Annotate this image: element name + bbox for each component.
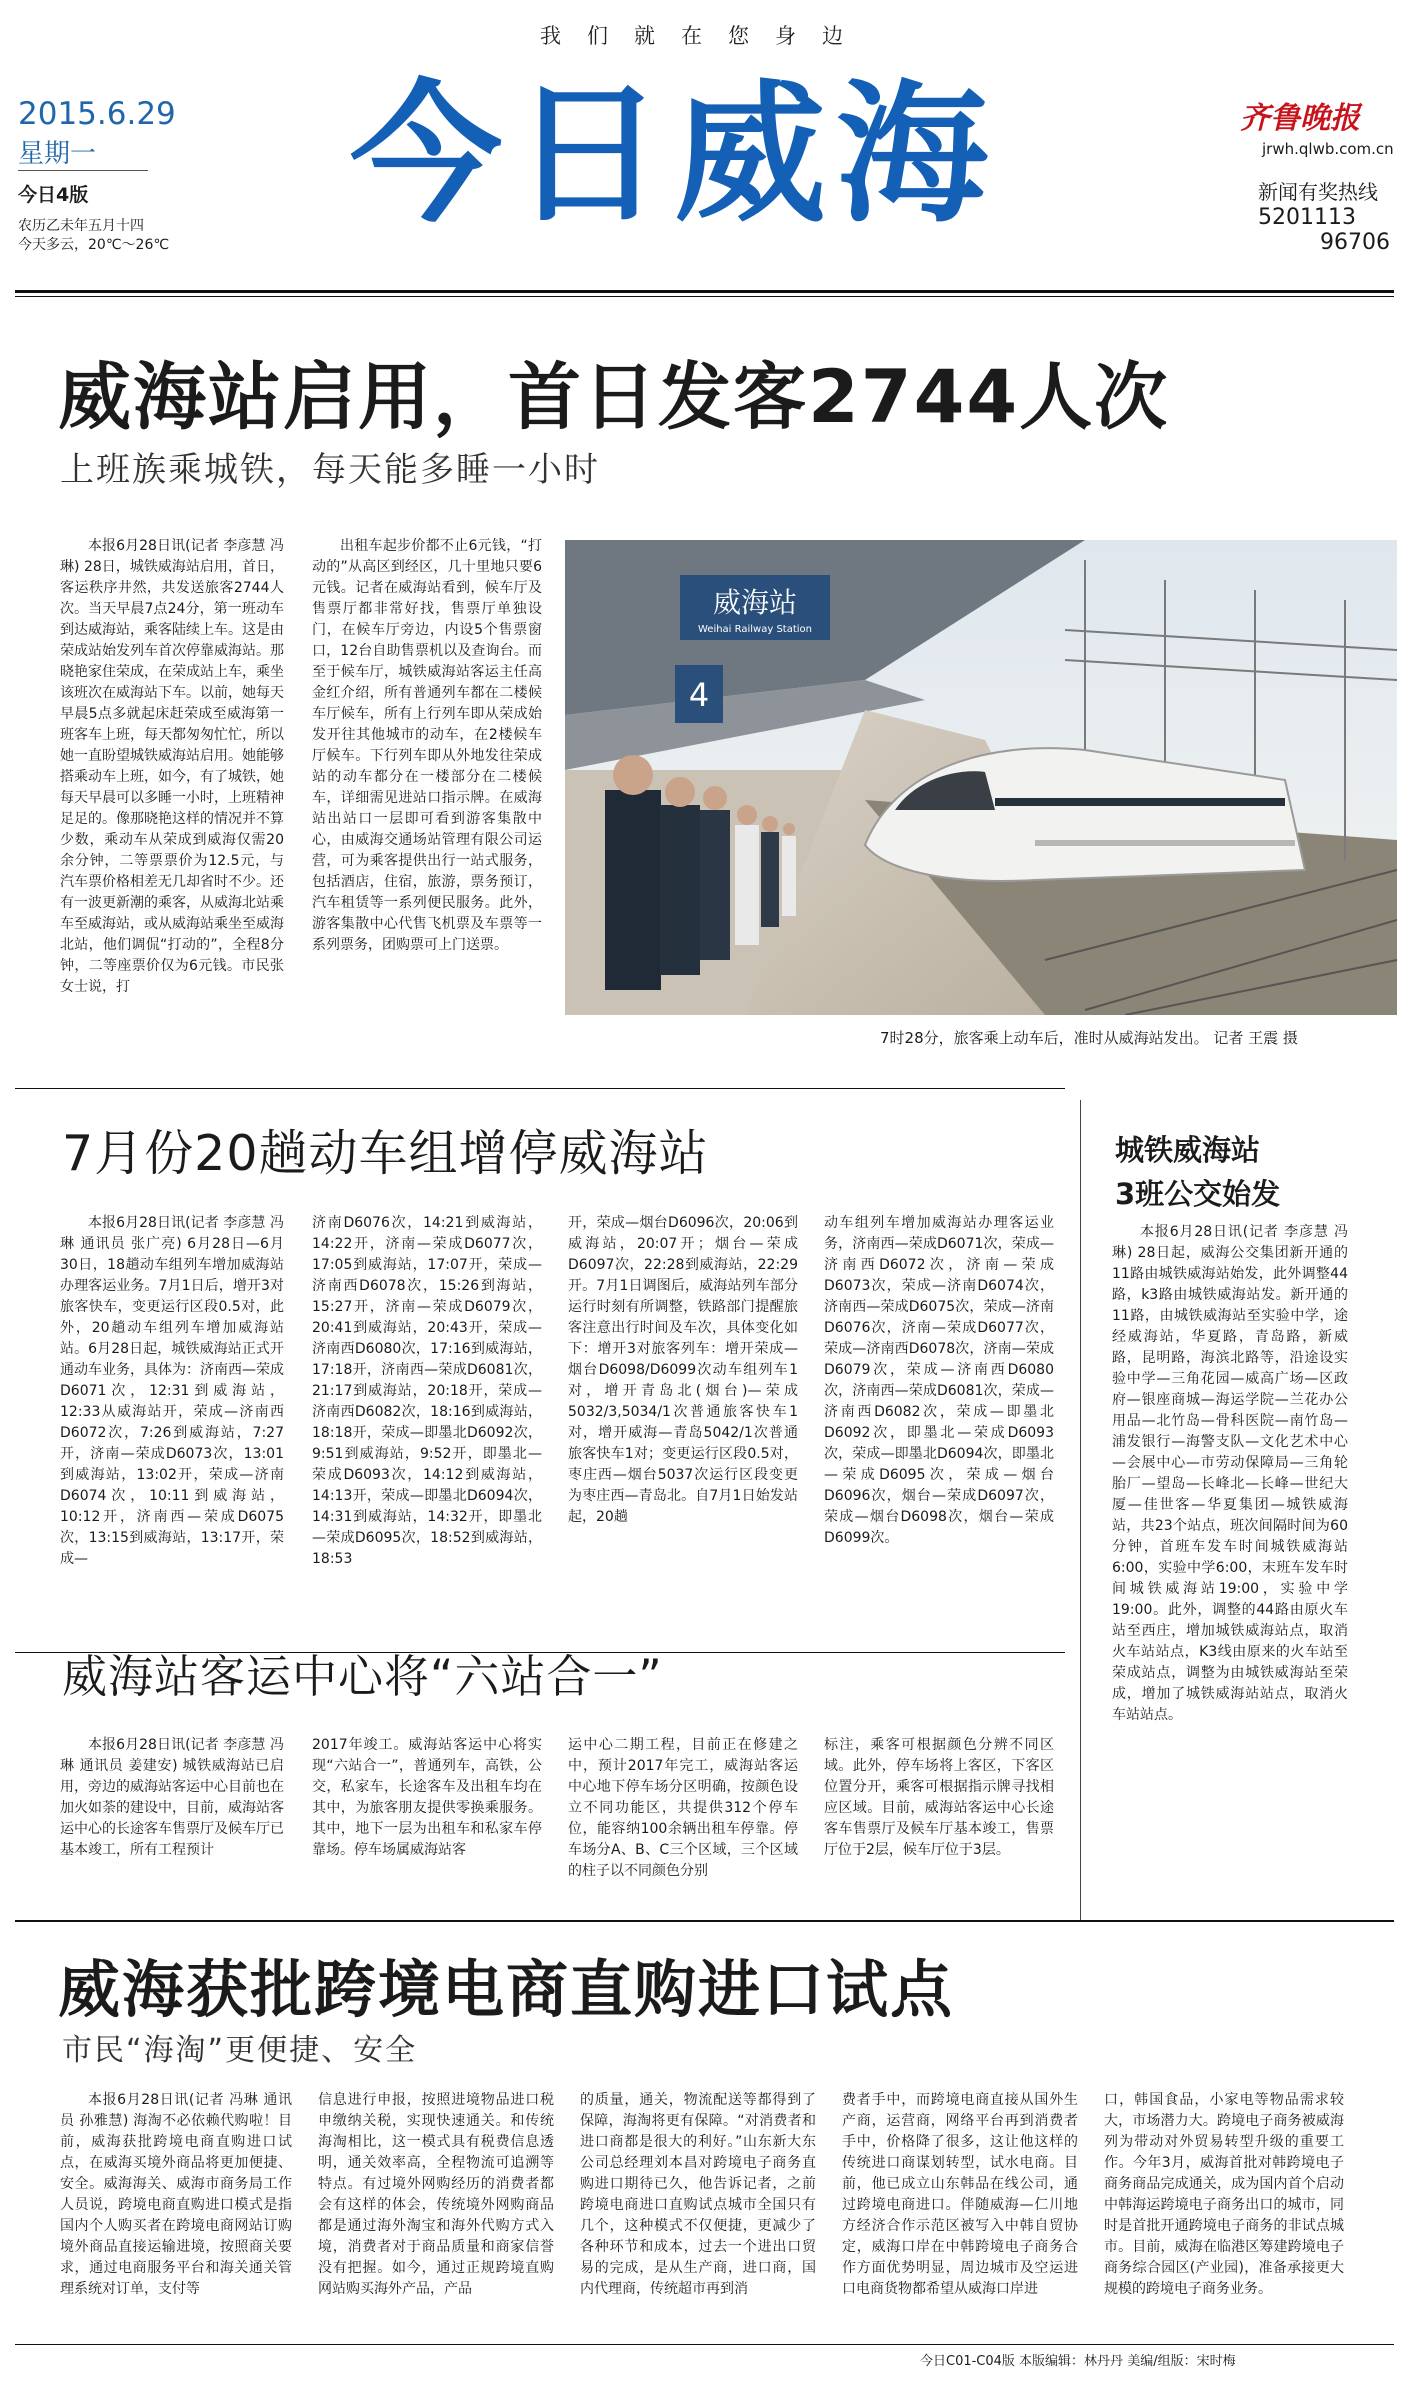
story2-column-3: 开，荣成—烟台D6096次，20:06到威海站，20:07开；烟台—荣成D6097次，22:28到威海站，22:29开。7月1日调图后，威海站列车部分运行时刻有所调整，铁路部门提醒旅客注意出行时间及车次，具体变化如下：增开3对旅客列车：增开荣成—烟台D6098/D6099次动车组列车1对，增开青岛北(烟台)—荣成5032/3,5034/1次普通旅客快车1对，增开威海—青岛5042/1次普通旅客快车1对；变更运行区段0.5对，枣庄西—烟台5037次运行区段变更为枣庄西—青岛北。自7月1日始发站起，20趟 — [568, 1215, 798, 1525]
story3-column-4: 标注，乘客可根据颜色分辨不同区域。此外，停车场将上客区，下客区位置分开，乘客可根据指示牌寻找相应区域。目前，威海站客运中心长途客车售票厅及候车厅基本竣工，售票厅位于2层，候车厅位于3层。 — [824, 1737, 1054, 1858]
section-divider-3 — [15, 1920, 1394, 1922]
headline-passenger-center: 威海站客运中心将“六站合一” — [62, 1650, 663, 1703]
train-photo — [565, 540, 1397, 1015]
train-photo-illustration — [565, 540, 1397, 1015]
story4-column-1: 本报6月28日讯(记者 冯琳 通讯员 孙雅慧) 海淘不必依赖代购啦！目前，威海获批跨境电商直购进口试点，在威海买境外商品将更加便捷、安全。威海海关、威海市商务局工作人员说，跨境电商直购进口模式是指国内个人购买者在跨境电商网站订购境外商品直接运输进境，按照商关要求，通过电商服务平台和海关通关管理系统对订单，支付等 — [60, 2092, 292, 2297]
masthead-rule-thin — [15, 296, 1394, 297]
headline-station-opens: 威海站启用，首日发客2744人次 — [58, 355, 1170, 440]
story2-column-2: 济南D6076次，14:21到威海站，14:22开，济南—荣成D6077次，17:05到威海站，17:07开，荣成—济南西D6078次，15:26到海站，15:27开，济南—荣成D6079次，20:41到威海站，20:43开，荣成—济南西D6080次，17:16到威海站，17:18开，济南西—荣成D6081次，21:17到威海站，20:18开，荣成—济南西D6082次，18:16到威海站，18:18开，荣成—即墨北D6092次，9:51到威海站，9:52开，即墨北—荣成D6093次，14:12到威海站，14:13开，荣成—即墨北D6094次，14:31到威海站，14:32开，即墨北—荣成D6095次，18:52到威海站，18:53 — [312, 1215, 542, 1567]
sponsor-logo: 齐鲁晚报 — [1240, 101, 1360, 136]
edition-label: 今日4版 — [18, 184, 89, 206]
sidebar-body: 本报6月28日讯(记者 李彦慧 冯琳) 28日起，威海公交集团新开通的11路由城铁威海站始发，此外调整44路，k3路由城铁威海站发。新开通的11路，由城铁威海站至实验中学，途经威海站，华夏路，青岛路，新威路，昆明路，海滨北路等，沿途设实验中学—三角花园—威高广场—区政府—银座商城—海运学院—兰花办公用品—北竹岛—骨科医院—南竹岛—浦发银行—海警支队—文化艺术中心—会展中心—市劳动保障局—三角轮胎厂—望岛—长峰北—长峰—世纪大厦—佳世客—华夏集团—城铁威海站，共23个站点，班次间隔时间为60分钟，首班车发车时间城铁威海站6:00，实验中学6:00，末班车发车时间城铁威海站19:00，实验中学19:00。此外，调整的44路由原火车站至西庄，增加城铁威海站点，取消火车站站点，K3线由原来的火车站至荣成站点，调整为由城铁威海站至荣成，增加了城铁威海站站点，取消火车站站点。 — [1112, 1224, 1348, 1723]
story3-column-2: 2017年竣工。威海站客运中心将实现“六站合一”，普通列车，高铁，公交，私家车，长途客车及出租车均在其中，为旅客朋友提供零换乘服务。其中，地下一层为出租车和私家车停靠场。停车场属威海站客 — [312, 1737, 542, 1858]
headline-train-stops: 7月份20趟动车组增停威海站 — [62, 1125, 709, 1182]
sidebar-headline: 城铁威海站 3班公交始发 — [1115, 1133, 1281, 1211]
weekday: 星期一 — [18, 133, 148, 171]
website: jrwh.qlwb.com.cn — [1262, 140, 1394, 158]
story3-column-1: 本报6月28日讯(记者 李彦慧 冯琳 通讯员 姜建安) 城铁威海站已启用，旁边的威海站客运中心目前也在加火如荼的建设中，目前，威海站客运中心的长途客车售票厅及候车厅已基本竣工，所有工程预计 — [60, 1737, 284, 1858]
station-sign-english: Weihai Railway Station — [697, 624, 813, 635]
story2-column-4: 动车组列车增加威海站办理客运业务，济南西—荣成D6071次，荣成—济南西D6072次，济南—荣成D6073次，荣成—济南D6074次，济南西—荣成D6075次，荣成—济南D6076次，济南—荣成D6077次，荣成—济南西D6078次，济南—荣成D6079次，荣成—济南西D6080次，济南西—荣成D6081次，荣成—济南西D6082次，荣成—即墨北D6092次，即墨北—荣成D6093次，荣成—即墨北D6094次，即墨北—荣成D6095次，荣成—烟台D6096次，烟台—荣成D6097次，荣成—烟台D6098次，烟台—荣成D6099次。 — [824, 1215, 1054, 1546]
subhead-cross-border: 市民“海淘”更便捷、安全 — [62, 2033, 418, 2068]
footer-credits: 今日C01-C04版 本版编辑：林丹丹 美编/组版：宋时梅 — [920, 2354, 1236, 2369]
masthead-rule — [15, 290, 1394, 293]
story1-column-2: 出租车起步价都不止6元钱，“打动的”从高区到经区，几十里地只要6元钱。记者在威海站看到，候车厅及售票厅都非常好找，售票厅单独设门，在候车厅旁边，内设5个售票窗口，12台自助售票机以及查询台。而至于候车厅，城铁威海站客运主任高金红介绍，所有普通列车都在二楼候车厅候车，所有上行列车即从荣成始发开往其他城市的动车，在2楼候车厅候车。下行列车即从外地发往荣成站的动车都分在一楼部分在二楼候车，详细需见进站口指示牌。在威海站出站口一层即可看到游客集散中心，由威海交通场站管理有限公司运营，可为乘客提供出行一站式服务，包括酒店，住宿，旅游，票务预订，汽车租赁等一系列便民服务。此外，游客集散中心代售飞机票及车票等一系列票务，团购票可上门送票。 — [312, 538, 542, 953]
story4-column-5: 口，韩国食品，小家电等物品需求较大，市场潜力大。跨境电子商务被威海列为带动对外贸易转型升级的重要工作。今年3月，威海首批对韩跨境电子商务商品完成通关，成为国内首个启动中韩海运跨境电子商务出口的城市，同时是首批开通跨境电子商务的非试点城市。目前，威海在临港区筹建跨境电子商务综合园区(产业园)，准备承接更大规模的跨境电子商务业务。 — [1104, 2092, 1344, 2297]
platform-number: 4 — [688, 676, 710, 714]
footer-rule — [15, 2344, 1394, 2345]
weather: 今天多云，20℃～26℃ — [18, 237, 170, 253]
hotline — [1258, 180, 1390, 255]
story4-column-4: 费者手中，而跨境电商直接从国外生产商，运营商，网络平台再到消费者手中，价格降了很多，这让他这样的传统进口商谋划转型，试水电商。目前，他已成立山东韩品在线公司，通过跨境电商进口。伴随威海—仁川地方经济合作示范区被写入中韩自贸协定，威海口岸在中韩跨境电子商务合作方面优势明显，周边城市及空运进口电商货物都希望从威海口岸进 — [842, 2092, 1078, 2297]
newspaper-title: 今日威海 — [350, 66, 998, 243]
story4-column-3: 的质量，通关，物流配送等都得到了保障，海淘将更有保障。“对消费者和进口商都是很大的利好。”山东新大东公司总经理刘本昌对跨境电子商务直购进口期待已久，他告诉记者，之前跨境电商进口直购试点城市全国只有几个，这种模式不仅便捷，更减少了各种环节和成本，过去一个进出口贸易的完成，是从生产商，进口商，国内代理商，传统超市再到消 — [580, 2092, 816, 2297]
story4-column-2: 信息进行申报，按照进境物品进口税申缴纳关税，实现快速通关。和传统海淘相比，这一模式具有税费信息透明，通关效率高，全程物流可追溯等特点。有过境外网购经历的消费者都会有这样的体会，传统境外网购商品都是通过海外淘宝和海外代购方式入境，消费者对于商品质量和商家信誉没有把握。如今，通过正规跨境直购网站购买海外产品，产品 — [318, 2092, 554, 2297]
hotline-number-2: 96706 — [1320, 230, 1390, 255]
sidebar-vertical-rule — [1080, 1100, 1081, 1920]
slogan: 我们就在您身边 — [540, 24, 869, 48]
station-sign-text: 威海站 — [712, 586, 798, 619]
lunar-date: 农历乙未年五月十四 — [18, 218, 144, 234]
photo-caption: 7时28分，旅客乘上动车后，准时从威海站发出。 记者 王震 摄 — [880, 1029, 1298, 1047]
section-divider-1 — [15, 1088, 1065, 1089]
story2-column-1: 本报6月28日讯(记者 李彦慧 冯琳 通讯员 张广亮) 6月28日—6月30日，18趟动车组列车增加威海站办理客运业务。7月1日后，增开3对旅客快车，变更运行区段0.5对，此外，20趟动车组列车增加威海站站。6月28日起，城铁威海站正式开通动车业务，具体为：济南西—荣成D6071次，12:31到威海站，12:33从威海站开，荣成—济南西D6072次，7:26到威海站，7:27开，济南—荣成D6073次，13:01到威海站，13:02开，荣成—济南D6074次，10:11到威海站，10:12开，济南西—荣成D6075次，13:15到威海站，13:17开，荣成— — [60, 1215, 284, 1567]
story1-column-1: 本报6月28日讯(记者 李彦慧 冯琳) 28日，城铁威海站启用，首日，客运秩序井然，共发送旅客2744人次。当天早晨7点24分，第一班动车到达威海站，乘客陆续上车。这是由荣成站始发列车首次停靠威海站。那晓艳家住荣成，在荣成站上车，乘坐该班次在威海站下车。以前，她每天早晨5点多就起床赶荣成至威海第一班客车上班，每天都匆匆忙忙，所以她一直盼望城铁威海站启用。她能够搭乘动车上班，如今，有了城铁，她每天早晨可以多睡一小时，上班精神足足的。像那晓艳这样的情况并不算少数，乘动车从荣成到威海仅需20余分钟，二等票票价为12.5元，与汽车票价格相差无几却省时不少。还有一波更新潮的乘客，从威海北站乘车至威海站，或从威海站乘坐至威海北站，他们调侃“打动的”，全程8分钟，二等座票价仅为6元钱。市民张女士说，打 — [60, 538, 284, 995]
lunar-weather — [18, 217, 169, 255]
hotline-number-1: 5201113 — [1258, 205, 1356, 230]
story3-column-3: 运中心二期工程，目前正在修建之中，预计2017年完工，威海站客运中心地下停车场分区明确，按颜色设立不同功能区，共提供312个停车位，能容纳100余辆出租车停靠。停车场分A、B、C三个区域，三个区域的柱子以不同颜色分别 — [568, 1737, 798, 1879]
headline-cross-border: 威海获批跨境电商直购进口试点 — [58, 1953, 955, 2026]
subhead-station-opens: 上班族乘城铁，每天能多睡一小时 — [60, 450, 600, 490]
hotline-label: 新闻有奖热线 — [1258, 180, 1378, 204]
issue-date: 2015.6.29 — [18, 96, 176, 132]
